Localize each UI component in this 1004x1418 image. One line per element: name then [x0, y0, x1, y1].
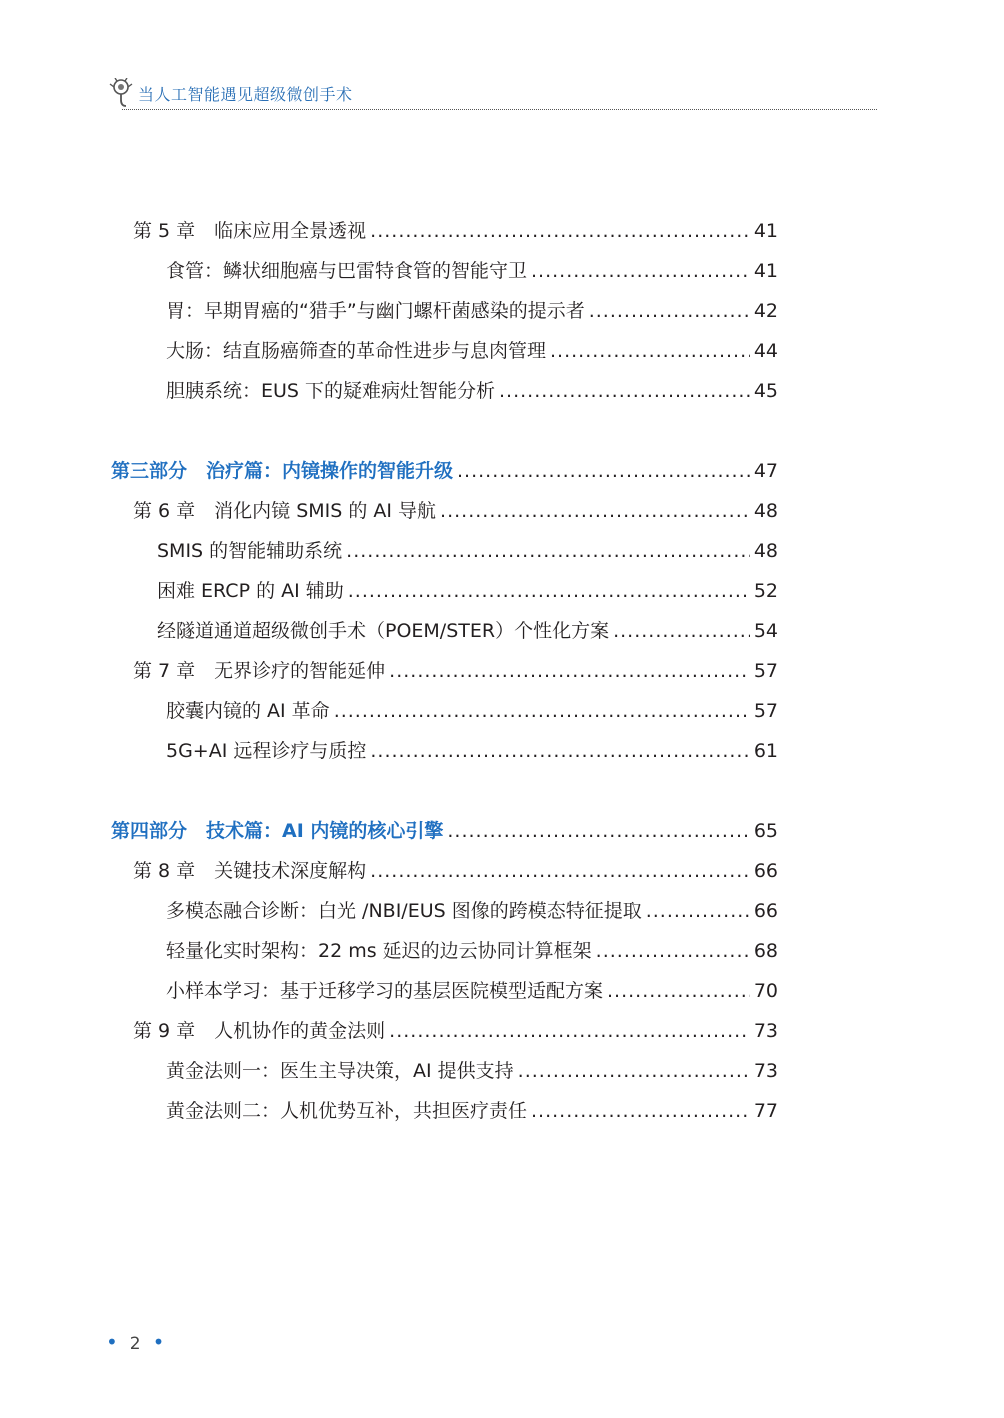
dot-leader — [499, 380, 750, 402]
toc-entry-section[interactable] — [157, 616, 778, 642]
toc-entry-part-3[interactable] — [111, 456, 778, 482]
toc-page-number: 61 — [753, 740, 778, 762]
toc-entry-label: 困难 ERCP 的 AI 辅助 — [157, 580, 344, 602]
toc-page-number: 44 — [753, 340, 778, 362]
toc-entry-label: 多模态融合诊断：白光 /NBI/EUS 图像的跨模态特征提取 — [166, 900, 642, 922]
toc-entry-label: 胶囊内镜的 AI 革命 — [166, 700, 330, 722]
toc-entry-section[interactable] — [157, 536, 778, 562]
toc-entry-label: 第 6 章 消化内镜 SMIS 的 AI 导航 — [133, 500, 437, 522]
toc-entry-label: 胆胰系统：EUS 下的疑难病灶智能分析 — [166, 380, 496, 402]
dot-leader — [607, 980, 750, 1002]
toc-page-number: 73 — [753, 1060, 778, 1082]
toc-page-number: 45 — [753, 380, 778, 402]
toc-entry-section[interactable] — [166, 936, 778, 962]
toc-page-number: 47 — [753, 460, 778, 482]
toc-entry-label: 5G+AI 远程诊疗与质控 — [166, 740, 367, 762]
toc-entry-chapter-5[interactable] — [133, 216, 778, 242]
dot-leader — [346, 540, 750, 562]
toc-page-number: 57 — [753, 660, 778, 682]
page-number: 2 — [129, 1334, 141, 1354]
toc-entry-part-4[interactable] — [111, 816, 778, 842]
toc-entry-label: 黄金法则一：医生主导决策，AI 提供支持 — [166, 1060, 514, 1082]
toc-page-number: 68 — [753, 940, 778, 962]
toc-entry-section[interactable] — [166, 736, 778, 762]
toc-entry-label: 食管：鳞状细胞癌与巴雷特食管的智能守卫 — [166, 260, 528, 282]
toc-page-number: 66 — [753, 900, 778, 922]
footer-bullet-right: • — [152, 1330, 165, 1354]
toc-entry-section[interactable] — [157, 576, 778, 602]
dot-leader — [589, 300, 750, 322]
book-title: 当人工智能遇见超级微创手术 — [138, 85, 353, 104]
toc-entry-chapter-7[interactable] — [133, 656, 778, 682]
dot-leader — [550, 340, 750, 362]
toc-entry-section[interactable] — [166, 336, 778, 362]
dot-leader — [370, 740, 749, 762]
toc-entry-label: SMIS 的智能辅助系统 — [157, 540, 343, 562]
toc-page-number: 57 — [753, 700, 778, 722]
toc-part-label: 第四部分 技术篇：AI 内镜的核心引擎 — [111, 820, 444, 842]
dot-leader — [370, 860, 750, 882]
toc-entry-section[interactable] — [166, 1056, 778, 1082]
dot-leader — [440, 500, 750, 522]
dot-leader — [457, 460, 750, 482]
dot-leader — [646, 900, 750, 922]
toc-entry-section[interactable] — [166, 896, 778, 922]
toc-part-label: 第三部分 治疗篇：内镜操作的智能升级 — [111, 460, 454, 482]
toc-page-number: 42 — [753, 300, 778, 322]
toc-page-number: 77 — [753, 1100, 778, 1122]
toc-page-number: 73 — [753, 1020, 778, 1042]
toc-entry-section[interactable] — [166, 296, 778, 322]
toc-entry-label: 大肠：结直肠癌筛查的革命性进步与息肉管理 — [166, 340, 547, 362]
toc-page-number: 41 — [753, 260, 778, 282]
toc-page-number: 41 — [753, 220, 778, 242]
toc-entry-label: 小样本学习：基于迁移学习的基层医院模型适配方案 — [166, 980, 604, 1002]
toc-page-number: 66 — [753, 860, 778, 882]
toc-page-number: 54 — [753, 620, 778, 642]
toc-entry-label: 经隧道通道超级微创手术（POEM/STER）个性化方案 — [157, 620, 610, 642]
toc-entry-chapter-6[interactable] — [133, 496, 778, 522]
toc-entry-chapter-9[interactable] — [133, 1016, 778, 1042]
toc-entry-label: 轻量化实时架构：22 ms 延迟的边云协同计算框架 — [166, 940, 592, 962]
dot-leader — [370, 220, 750, 242]
dot-leader — [596, 940, 750, 962]
toc-entry-section[interactable] — [166, 256, 778, 282]
toc-page-number: 52 — [753, 580, 778, 602]
dot-leader — [334, 700, 750, 722]
toc-entry-label: 黄金法则二：人机优势互补，共担医疗责任 — [166, 1100, 528, 1122]
dot-leader — [531, 260, 750, 282]
dot-leader — [389, 1020, 750, 1042]
toc-entry-label: 第 9 章 人机协作的黄金法则 — [133, 1020, 386, 1042]
toc-page-number: 65 — [753, 820, 778, 842]
page-footer — [106, 1330, 164, 1354]
toc-entry-section[interactable] — [166, 376, 778, 402]
toc-entry-section[interactable] — [166, 976, 778, 1002]
toc-entry-label: 胃：早期胃癌的“猎手”与幽门螺杆菌感染的提示者 — [166, 300, 585, 322]
toc-entry-section[interactable] — [166, 1096, 778, 1122]
dot-leader — [518, 1060, 750, 1082]
toc-entry-label: 第 7 章 无界诊疗的智能延伸 — [133, 660, 386, 682]
dot-leader — [348, 580, 750, 602]
toc-entry-label: 第 8 章 关键技术深度解构 — [133, 860, 367, 882]
toc-page-number: 48 — [753, 500, 778, 522]
dot-leader — [613, 620, 750, 642]
toc-page-number: 48 — [753, 540, 778, 562]
toc-entry-section[interactable] — [166, 696, 778, 722]
toc-page-number: 70 — [753, 980, 778, 1002]
dot-leader — [389, 660, 750, 682]
footer-bullet-left: • — [106, 1330, 118, 1354]
dot-leader — [447, 820, 749, 842]
dot-leader — [531, 1100, 750, 1122]
toc-entry-label: 第 5 章 临床应用全景透视 — [133, 220, 367, 242]
toc-entry-chapter-8[interactable] — [133, 856, 778, 882]
